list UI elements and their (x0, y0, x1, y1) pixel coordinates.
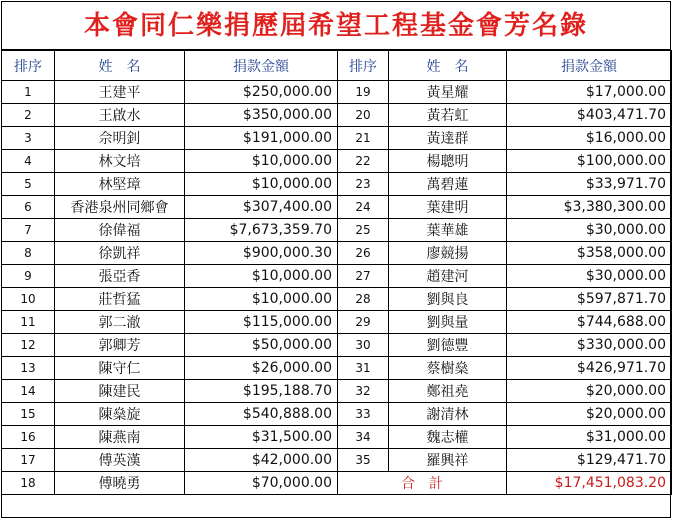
table-row (2, 81, 672, 104)
rank-cell: 8 (2, 242, 55, 265)
rank-cell: 7 (2, 219, 55, 242)
amount-cell: $31,500.00 (185, 426, 338, 449)
rank-cell: 32 (338, 380, 389, 403)
amount-cell: $744,688.00 (507, 311, 672, 334)
donor-name-cell: 郭二澈 (55, 311, 185, 334)
rank-cell: 25 (338, 219, 389, 242)
rank-cell: 9 (2, 265, 55, 288)
donor-name-cell: 王建平 (55, 81, 185, 104)
donor-name-cell: 廖競揚 (389, 242, 507, 265)
table-row (2, 380, 672, 403)
table-row (2, 311, 672, 334)
amount-cell: $307,400.00 (185, 196, 338, 219)
page-title: 本會同仁樂捐歷屆希望工程基金會芳名錄 (2, 2, 670, 50)
donor-name-cell: 陳守仁 (55, 357, 185, 380)
rank-cell: 10 (2, 288, 55, 311)
rank-cell: 11 (2, 311, 55, 334)
donor-name-cell: 羅興祥 (389, 449, 507, 472)
amount-cell: $30,000.00 (507, 219, 672, 242)
total-label: 合 計 (338, 472, 507, 495)
donor-table-body (2, 51, 672, 495)
amount-cell: $20,000.00 (507, 403, 672, 426)
table-row (2, 357, 672, 380)
amount-cell: $597,871.70 (507, 288, 672, 311)
donor-name-cell: 黃若虹 (389, 104, 507, 127)
donor-name-cell: 傅英漢 (55, 449, 185, 472)
table-row (2, 403, 672, 426)
donor-name-cell: 佘明釗 (55, 127, 185, 150)
donor-list-sheet (1, 1, 671, 518)
amount-cell: $26,000.00 (185, 357, 338, 380)
donor-table (1, 50, 672, 495)
header-rank-left: 排序 (2, 51, 55, 81)
table-row (2, 265, 672, 288)
rank-cell: 2 (2, 104, 55, 127)
amount-cell: $10,000.00 (185, 150, 338, 173)
amount-cell: $195,188.70 (185, 380, 338, 403)
rank-cell: 21 (338, 127, 389, 150)
donor-name-cell: 徐凱祥 (55, 242, 185, 265)
donor-name-cell: 葉華雄 (389, 219, 507, 242)
rank-cell: 5 (2, 173, 55, 196)
donor-name-cell: 劉與良 (389, 288, 507, 311)
donor-name-cell: 趙建河 (389, 265, 507, 288)
rank-cell: 34 (338, 426, 389, 449)
rank-cell: 15 (2, 403, 55, 426)
donor-name-cell: 劉與量 (389, 311, 507, 334)
donor-name-cell: 傅曉勇 (55, 472, 185, 495)
rank-cell: 23 (338, 173, 389, 196)
donor-name-cell: 黃達群 (389, 127, 507, 150)
amount-cell: $10,000.00 (185, 288, 338, 311)
rank-cell: 12 (2, 334, 55, 357)
table-row (2, 127, 672, 150)
donor-name-cell: 徐偉福 (55, 219, 185, 242)
donor-name-cell: 楊聰明 (389, 150, 507, 173)
donor-name-cell: 萬碧蓮 (389, 173, 507, 196)
amount-cell: $30,000.00 (507, 265, 672, 288)
donor-name-cell: 林堅璋 (55, 173, 185, 196)
amount-cell: $50,000.00 (185, 334, 338, 357)
table-row (2, 242, 672, 265)
rank-cell: 13 (2, 357, 55, 380)
header-rank-right: 排序 (338, 51, 389, 81)
donor-name-cell: 鄭祖堯 (389, 380, 507, 403)
table-row (2, 426, 672, 449)
rank-cell: 26 (338, 242, 389, 265)
table-row (2, 334, 672, 357)
rank-cell: 33 (338, 403, 389, 426)
rank-cell: 4 (2, 150, 55, 173)
donor-name-cell: 陳燕南 (55, 426, 185, 449)
header-name-left: 姓 名 (55, 51, 185, 81)
rank-cell: 22 (338, 150, 389, 173)
header-amount-left: 捐款金額 (185, 51, 338, 81)
table-row (2, 173, 672, 196)
rank-cell: 17 (2, 449, 55, 472)
donor-name-cell: 張亞香 (55, 265, 185, 288)
donor-name-cell: 蔡樹燊 (389, 357, 507, 380)
rank-cell: 35 (338, 449, 389, 472)
amount-cell: $3,380,300.00 (507, 196, 672, 219)
donor-name-cell: 陳建民 (55, 380, 185, 403)
table-row (2, 449, 672, 472)
rank-cell: 19 (338, 81, 389, 104)
amount-cell: $16,000.00 (507, 127, 672, 150)
amount-cell: $350,000.00 (185, 104, 338, 127)
amount-cell: $33,971.70 (507, 173, 672, 196)
table-row (2, 104, 672, 127)
rank-cell: 27 (338, 265, 389, 288)
amount-cell: $191,000.00 (185, 127, 338, 150)
amount-cell: $70,000.00 (185, 472, 338, 495)
amount-cell: $426,971.70 (507, 357, 672, 380)
table-row (2, 196, 672, 219)
donor-name-cell: 謝清林 (389, 403, 507, 426)
amount-cell: $31,000.00 (507, 426, 672, 449)
amount-cell: $7,673,359.70 (185, 219, 338, 242)
amount-cell: $115,000.00 (185, 311, 338, 334)
rank-cell: 31 (338, 357, 389, 380)
amount-cell: $42,000.00 (185, 449, 338, 472)
table-row (2, 288, 672, 311)
rank-cell: 20 (338, 104, 389, 127)
donor-name-cell: 王啟水 (55, 104, 185, 127)
rank-cell: 1 (2, 81, 55, 104)
amount-cell: $100,000.00 (507, 150, 672, 173)
amount-cell: $900,000.30 (185, 242, 338, 265)
rank-cell: 3 (2, 127, 55, 150)
donor-name-cell: 葉建明 (389, 196, 507, 219)
amount-cell: $358,000.00 (507, 242, 672, 265)
rank-cell: 14 (2, 380, 55, 403)
amount-cell: $250,000.00 (185, 81, 338, 104)
rank-cell: 24 (338, 196, 389, 219)
donor-name-cell: 陳燊旋 (55, 403, 185, 426)
amount-cell: $10,000.00 (185, 265, 338, 288)
total-amount: $17,451,083.20 (507, 472, 672, 495)
donor-name-cell: 黃星耀 (389, 81, 507, 104)
amount-cell: $10,000.00 (185, 173, 338, 196)
table-row (2, 472, 672, 495)
amount-cell: $17,000.00 (507, 81, 672, 104)
donor-name-cell: 林文培 (55, 150, 185, 173)
donor-name-cell: 魏志權 (389, 426, 507, 449)
table-row (2, 150, 672, 173)
amount-cell: $403,471.70 (507, 104, 672, 127)
amount-cell: $540,888.00 (185, 403, 338, 426)
donor-name-cell: 郭卿芳 (55, 334, 185, 357)
amount-cell: $20,000.00 (507, 380, 672, 403)
rank-cell: 29 (338, 311, 389, 334)
header-name-right: 姓 名 (389, 51, 507, 81)
rank-cell: 30 (338, 334, 389, 357)
donor-name-cell: 香港泉州同鄉會 (55, 196, 185, 219)
table-row (2, 219, 672, 242)
donor-name-cell: 劉德豐 (389, 334, 507, 357)
rank-cell: 18 (2, 472, 55, 495)
rank-cell: 6 (2, 196, 55, 219)
header-row (2, 51, 672, 81)
amount-cell: $129,471.70 (507, 449, 672, 472)
donor-name-cell: 莊哲猛 (55, 288, 185, 311)
amount-cell: $330,000.00 (507, 334, 672, 357)
header-amount-right: 捐款金額 (507, 51, 672, 81)
rank-cell: 28 (338, 288, 389, 311)
rank-cell: 16 (2, 426, 55, 449)
